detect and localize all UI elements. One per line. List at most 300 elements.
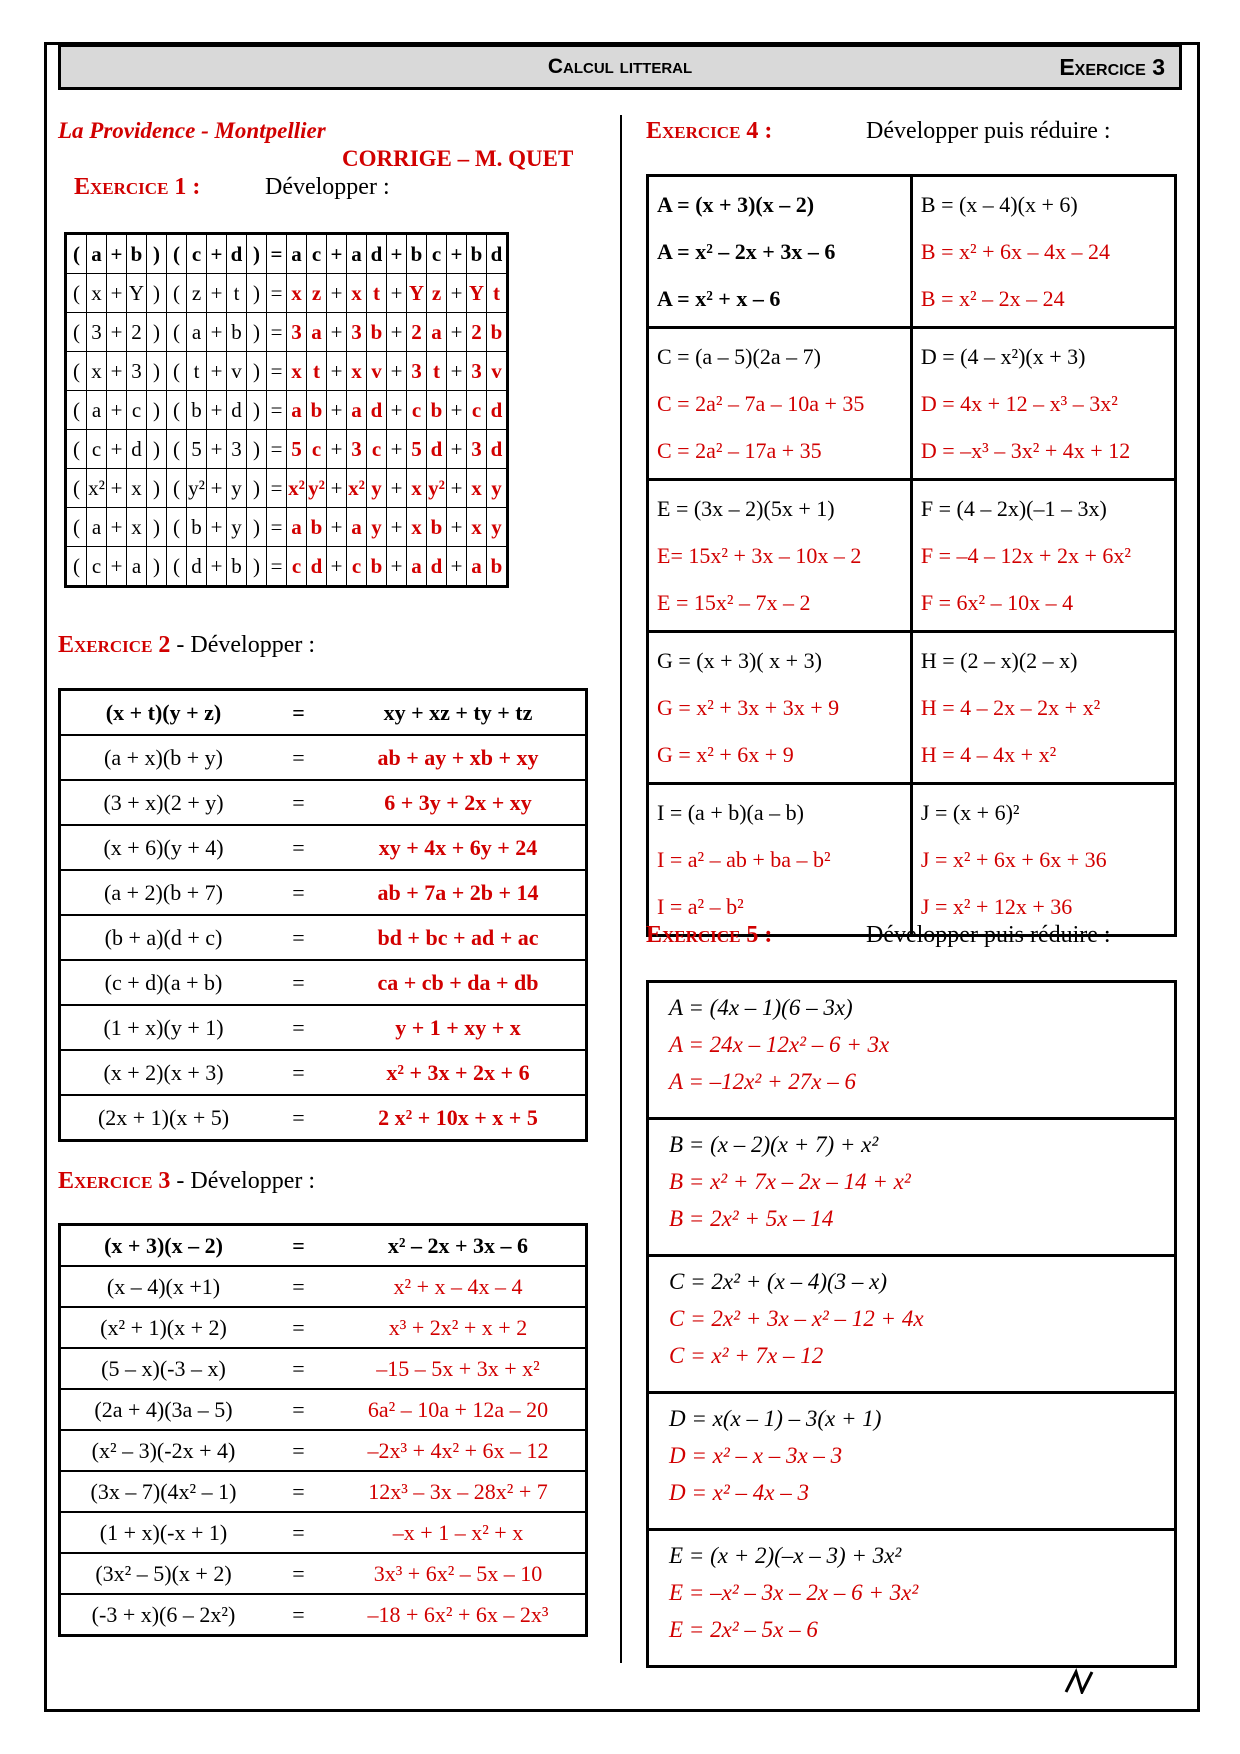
ex1-cell: b [127,234,147,274]
ex4-expression: H = (2 – x)(2 – x) [920,648,1078,673]
ex4-step: H = 4 – 2x – 2x + x² [920,695,1101,720]
ex3-row [60,1307,587,1348]
ex1-label: Développer : [265,174,390,200]
ex1-cell: ) [247,313,267,352]
ex2-row [60,780,587,825]
ex1-cell: a [287,391,307,430]
ex1-cell: c [87,547,107,587]
ex3-equals: = [266,1225,331,1267]
ex3-result: 12x³ – 3x – 28x² + 7 [331,1471,587,1512]
ex3-equals: = [266,1430,331,1471]
ex2-result: ab + 7a + 2b + 14 [331,870,587,915]
ex5-step: D = x² – 4x – 3 [669,1480,809,1505]
ex2-row [60,870,587,915]
ex1-cell: = [267,313,287,352]
ex1-cell: ) [247,547,267,587]
ex4-expression: F = (4 – 2x)(–1 – 3x) [920,496,1107,521]
ex2-result: bd + bc + ad + ac [331,915,587,960]
ex1-cell: a [347,508,367,547]
ex1-cell: x [407,469,427,508]
ex2-result: xy + xz + ty + tz [331,690,587,736]
ex1-cell: + [447,508,467,547]
ex1-cell: y [367,469,387,508]
ex1-cell: b [487,313,508,352]
ex4-expression: C = (a – 5)(2a – 7) [657,344,821,369]
ex3-equals: = [266,1553,331,1594]
ex3-result: x² + x – 4x – 4 [331,1266,587,1307]
ex3-equals: = [266,1594,331,1636]
ex1-cell: + [447,352,467,391]
ex3-expression: (3x – 7)(4x² – 1) [60,1471,267,1512]
ex1-cell: x [127,508,147,547]
ex5-title: Exercice 5 : [646,922,773,948]
ex2-row [60,690,587,736]
ex5-cell [648,1119,1176,1256]
ex5-step: B = x² + 7x – 2x – 14 + x² [669,1169,911,1194]
ex1-cell: Y [467,274,487,313]
ex1-cell: ) [147,234,167,274]
ex1-cell: ( [66,234,87,274]
ex5-step: A = –12x² + 27x – 6 [669,1069,856,1094]
ex4-cell [911,632,1175,784]
ex4-step: E= 15x² + 3x – 10x – 2 [657,543,862,568]
ex1-cell: d [187,547,207,587]
ex1-cell: v [487,352,508,391]
ex1-cell: c [287,547,307,587]
ex2-equals: = [266,825,331,870]
ex1-cell: ( [66,391,87,430]
ex1-cell: ) [247,352,267,391]
ex1-cell: x [407,508,427,547]
ex1-cell: a [187,313,207,352]
ex1-cell: y [227,469,247,508]
ex4-cell [648,328,912,480]
ex3-label: - Développer : [170,1168,316,1194]
ex1-cell: y [367,508,387,547]
ex1-cell: ( [66,469,87,508]
ex1-cell: b [467,234,487,274]
ex1-cell: + [387,547,407,587]
ex1-cell: 3 [467,430,487,469]
ex1-cell: d [227,391,247,430]
ex1-cell: b [307,391,327,430]
ex4-step: H = 4 – 4x + x² [920,742,1057,767]
ex5-expression: B = (x – 2)(x + 7) + x² [669,1132,879,1157]
ex1-cell: + [207,469,227,508]
ex1-cell: b [187,391,207,430]
ex1-row [66,547,508,587]
ex4-row [648,328,1176,480]
ex2-result: xy + 4x + 6y + 24 [331,825,587,870]
ex1-cell: a [287,234,307,274]
ex4-step: J = x² + 12x + 36 [920,894,1073,919]
ex1-cell: ( [167,508,187,547]
ex2-equals: = [266,1050,331,1095]
ex1-cell: + [327,313,347,352]
ex1-cell: + [207,352,227,391]
ex1-cell: + [107,234,127,274]
ex1-cell: t [367,274,387,313]
ex3-expression: (x – 4)(x +1) [60,1266,267,1307]
ex1-cell: c [187,234,207,274]
ex1-cell: + [387,508,407,547]
ex4-step: B = x² – 2x – 24 [920,286,1065,311]
ex1-title: Exercice 1 : [74,174,201,200]
ex1-cell: y [227,508,247,547]
ex1-cell: x [127,469,147,508]
ex4-cell [648,176,912,328]
ex1-cell: ( [66,352,87,391]
ex1-cell: z [307,274,327,313]
ex5-cell [648,1530,1176,1667]
ex4-step: I = a² – ab + ba – b² [657,847,831,872]
ex1-cell: ( [167,391,187,430]
ex3-result: –15 – 5x + 3x + x² [331,1348,587,1389]
ex1-cell: ) [247,274,267,313]
ex1-cell: + [327,547,347,587]
ex1-cell: + [327,234,347,274]
ex4-expression: B = (x – 4)(x + 6) [920,192,1078,217]
ex1-cell: ) [247,430,267,469]
ex1-cell: x [347,274,367,313]
ex2-equals: = [266,735,331,780]
ex1-cell: 3 [127,352,147,391]
ex3-expression: (x² + 1)(x + 2) [60,1307,267,1348]
ex3-equals: = [266,1471,331,1512]
ex2-title: Exercice 2 [58,632,171,658]
ex1-cell: = [267,547,287,587]
ex1-cell: + [447,430,467,469]
ex5-table [646,980,1177,1668]
ex3-equals: = [266,1266,331,1307]
page-corner-mark [1064,1668,1104,1694]
ex1-cell: = [267,508,287,547]
ex4-expression: I = (a + b)(a – b) [657,800,804,825]
header-exercise: Exercice 3 [1059,54,1165,80]
ex1-cell: c [87,430,107,469]
ex4-step: A = x² – 2x + 3x – 6 [657,239,836,264]
ex4-cell [911,784,1175,936]
ex1-cell: ( [66,313,87,352]
ex1-cell: d [427,547,447,587]
ex3-equals: = [266,1348,331,1389]
ex1-cell: 3 [467,352,487,391]
ex2-expression: (x + 6)(y + 4) [60,825,267,870]
ex1-cell: b [367,547,387,587]
ex1-cell: ( [167,313,187,352]
ex3-equals: = [266,1512,331,1553]
ex3-row [60,1389,587,1430]
ex2-result: y + 1 + xy + x [331,1005,587,1050]
ex1-cell: = [267,391,287,430]
ex1-cell: = [267,234,287,274]
ex5-expression: D = x(x – 1) – 3(x + 1) [669,1406,882,1431]
ex1-cell: + [447,547,467,587]
ex3-expression: (5 – x)(-3 – x) [60,1348,267,1389]
ex1-cell: x [287,274,307,313]
ex1-cell: Y [127,274,147,313]
ex1-cell: = [267,469,287,508]
ex3-expression: (-3 + x)(6 – 2x²) [60,1594,267,1636]
ex4-expression: E = (3x – 2)(5x + 1) [657,496,835,521]
ex1-cell: + [107,352,127,391]
ex5-step: E = 2x² – 5x – 6 [669,1617,818,1642]
ex1-cell: + [207,391,227,430]
ex1-cell: a [287,508,307,547]
ex4-cell [648,784,912,936]
ex1-cell: ( [167,430,187,469]
ex1-cell: y² [307,469,327,508]
ex1-cell: + [327,430,347,469]
ex4-step: D = –x³ – 3x² + 4x + 12 [920,438,1131,463]
ex3-expression: (x² – 3)(-2x + 4) [60,1430,267,1471]
ex1-cell: t [307,352,327,391]
ex1-cell: + [327,469,347,508]
ex1-cell: + [387,430,407,469]
school-name: La Providence - Montpellier [58,118,326,143]
ex1-cell: d [487,234,508,274]
ex4-cell [648,480,912,632]
ex1-cell: c [347,547,367,587]
ex1-cell: a [467,547,487,587]
ex1-cell: + [207,313,227,352]
ex1-cell: d [427,430,447,469]
ex1-cell: b [407,234,427,274]
header-bar [58,44,1182,90]
ex4-step: F = 6x² – 10x – 4 [920,590,1074,615]
ex3-expression: (2a + 4)(3a – 5) [60,1389,267,1430]
ex2-row [60,825,587,870]
ex2-result: x² + 3x + 2x + 6 [331,1050,587,1095]
ex1-cell: + [387,352,407,391]
ex4-step: C = 2a² – 7a – 10a + 35 [657,391,865,416]
ex2-equals: = [266,1095,331,1141]
ex4-step: A = x² + x – 6 [657,286,781,311]
ex1-cell: + [447,391,467,430]
ex1-cell: + [387,469,407,508]
ex1-cell: + [387,313,407,352]
ex5-row [648,982,1176,1119]
ex1-cell: d [227,234,247,274]
ex4-step: I = a² – b² [657,894,744,919]
ex1-cell: a [347,391,367,430]
ex1-cell: c [367,430,387,469]
ex5-step: E = –x² – 3x – 2x – 6 + 3x² [669,1580,919,1605]
corrige-label: CORRIGE – M. QUET [342,146,574,171]
ex2-equals: = [266,870,331,915]
ex1-cell: x² [287,469,307,508]
ex3-row [60,1430,587,1471]
ex2-row [60,1095,587,1141]
ex5-step: C = 2x² + 3x – x² – 12 + 4x [669,1306,924,1331]
ex1-cell: b [427,391,447,430]
ex1-cell: + [387,234,407,274]
ex4-step: D = 4x + 12 – x³ – 3x² [920,391,1118,416]
ex3-expression: (x + 3)(x – 2) [60,1225,267,1267]
ex1-cell: x [87,352,107,391]
ex1-cell: d [307,547,327,587]
ex2-expression: (2x + 1)(x + 5) [60,1095,267,1141]
ex5-expression: A = (4x – 1)(6 – 3x) [669,995,853,1020]
ex1-cell: + [107,547,127,587]
ex3-equals: = [266,1389,331,1430]
ex3-result: –x + 1 – x² + x [331,1512,587,1553]
ex3-result: –18 + 6x² + 6x – 2x³ [331,1594,587,1636]
ex3-equals: = [266,1307,331,1348]
ex2-result: ca + cb + da + db [331,960,587,1005]
ex1-row [66,508,508,547]
ex1-cell: d [367,234,387,274]
ex1-cell: d [367,391,387,430]
ex2-row [60,960,587,1005]
ex1-row [66,274,508,313]
ex1-cell: b [227,547,247,587]
ex4-expression: G = (x + 3)( x + 3) [657,648,822,673]
ex1-cell: t [487,274,508,313]
ex4-cell [911,328,1175,480]
ex1-cell: y² [187,469,207,508]
column-divider [620,115,622,1663]
ex2-equals: = [266,960,331,1005]
ex1-cell: x [347,352,367,391]
ex5-cell [648,1393,1176,1530]
ex1-cell: ( [66,274,87,313]
ex1-cell: ) [247,469,267,508]
ex2-row [60,735,587,780]
ex4-step: B = x² + 6x – 4x – 24 [920,239,1110,264]
ex1-cell: c [127,391,147,430]
ex1-cell: c [307,234,327,274]
ex1-cell: c [307,430,327,469]
ex1-cell: + [207,508,227,547]
ex3-row [60,1471,587,1512]
ex1-cell: x [467,469,487,508]
ex3-expression: (1 + x)(-x + 1) [60,1512,267,1553]
ex1-cell: ( [167,547,187,587]
ex5-row [648,1530,1176,1667]
ex1-cell: v [227,352,247,391]
ex1-cell: 3 [407,352,427,391]
ex5-step: C = x² + 7x – 12 [669,1343,824,1368]
ex1-cell: 3 [87,313,107,352]
ex1-cell: 5 [407,430,427,469]
ex1-cell: ) [147,391,167,430]
ex4-cell [911,176,1175,328]
ex2-expression: (x + 2)(x + 3) [60,1050,267,1095]
ex1-cell: ) [147,313,167,352]
ex1-cell: 2 [407,313,427,352]
ex2-expression: (b + a)(d + c) [60,915,267,960]
ex2-table [58,688,588,1142]
ex1-cell: + [447,313,467,352]
ex3-row [60,1266,587,1307]
ex1-cell: a [307,313,327,352]
ex1-cell: b [187,508,207,547]
ex4-table [646,174,1177,937]
ex4-expression: A = (x + 3)(x – 2) [657,192,815,217]
ex2-expression: (1 + x)(y + 1) [60,1005,267,1050]
ex1-cell: x² [87,469,107,508]
ex3-result: –2x³ + 4x² + 6x – 12 [331,1430,587,1471]
ex3-result: 3x³ + 6x² – 5x – 10 [331,1553,587,1594]
ex2-equals: = [266,690,331,736]
ex1-cell: + [207,274,227,313]
ex1-cell: d [487,430,508,469]
ex4-row [648,784,1176,936]
ex5-row [648,1256,1176,1393]
ex1-cell: + [107,430,127,469]
ex5-expression: C = 2x² + (x – 4)(3 – x) [669,1269,888,1294]
ex5-cell [648,1256,1176,1393]
ex1-row [66,234,508,274]
ex1-row [66,430,508,469]
ex1-cell: + [207,430,227,469]
ex1-cell: + [107,469,127,508]
ex5-row [648,1119,1176,1256]
ex1-cell: ) [147,352,167,391]
ex1-cell: x [87,274,107,313]
ex2-heading [58,632,315,659]
ex1-cell: 3 [287,313,307,352]
ex1-cell: d [487,391,508,430]
ex1-cell: + [327,391,347,430]
ex3-result: x³ + 2x² + x + 2 [331,1307,587,1348]
ex1-cell: ) [147,508,167,547]
ex1-cell: z [187,274,207,313]
ex4-expression: D = (4 – x²)(x + 3) [920,344,1086,369]
ex4-step: G = x² + 3x + 3x + 9 [657,695,840,720]
ex1-cell: + [207,234,227,274]
ex1-cell: ) [247,508,267,547]
ex5-expression: E = (x + 2)(–x – 3) + 3x² [669,1543,902,1568]
ex1-cell: + [107,508,127,547]
ex1-cell: t [427,352,447,391]
ex1-cell: y [487,508,508,547]
ex1-cell: z [427,274,447,313]
ex1-cell: a [407,547,427,587]
ex1-cell: ( [66,547,87,587]
ex1-cell: + [207,547,227,587]
ex1-cell: y [487,469,508,508]
ex3-result: 6a² – 10a + 12a – 20 [331,1389,587,1430]
ex1-cell: y² [427,469,447,508]
ex2-result: 2 x² + 10x + x + 5 [331,1095,587,1141]
ex1-cell: ( [167,274,187,313]
ex4-cell [648,632,912,784]
ex3-row [60,1553,587,1594]
ex2-equals: = [266,1005,331,1050]
ex1-cell: + [107,274,127,313]
ex1-cell: ) [147,469,167,508]
ex2-equals: = [266,915,331,960]
ex3-row [60,1512,587,1553]
ex1-cell: = [267,274,287,313]
ex3-title: Exercice 3 [58,1168,171,1194]
ex2-expression: (c + d)(a + b) [60,960,267,1005]
ex3-row [60,1594,587,1636]
ex1-cell: 5 [287,430,307,469]
ex1-cell: t [187,352,207,391]
ex1-cell: x² [347,469,367,508]
ex1-cell: a [427,313,447,352]
ex1-cell: t [227,274,247,313]
ex1-cell: + [327,274,347,313]
header-title: Calcul litteral [547,55,693,78]
ex4-label: Développer puis réduire : [866,118,1111,144]
ex1-cell: x [287,352,307,391]
ex1-row [66,469,508,508]
ex4-step: J = x² + 6x + 6x + 36 [920,847,1107,872]
